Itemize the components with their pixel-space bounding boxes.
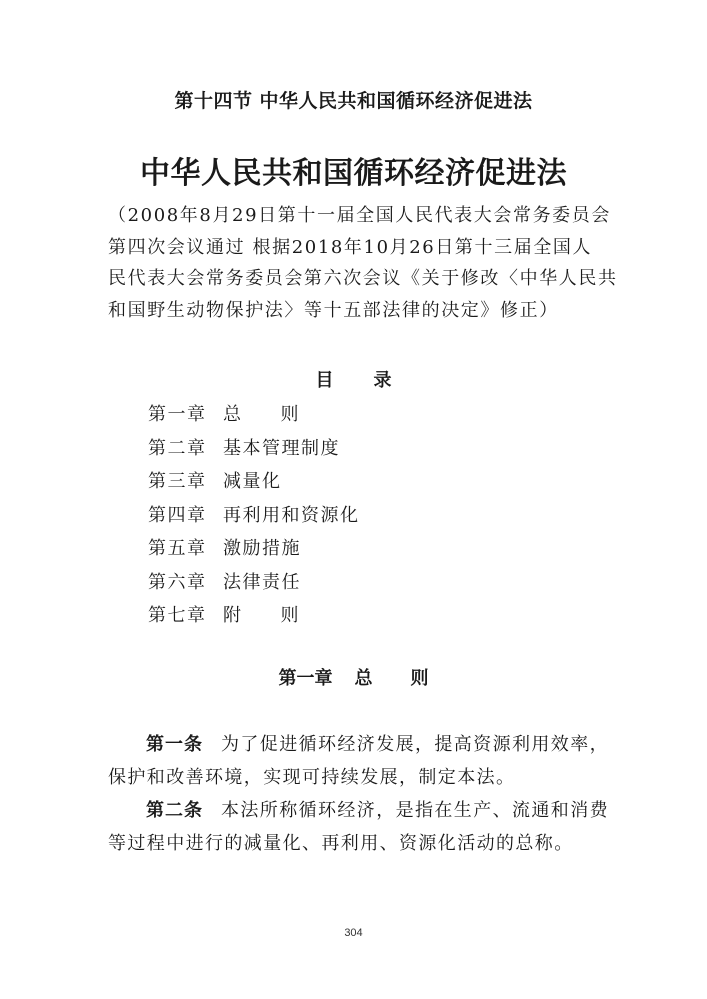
section-heading: 第十四节 中华人民共和国循环经济促进法 (174, 90, 533, 112)
toc-item-number: 第五章 (148, 538, 207, 559)
article-line (108, 728, 608, 761)
article-line: 保护和改善环境，实现可持续发展，制定本法。 (108, 767, 516, 788)
article-line (108, 794, 608, 827)
toc-title (0, 366, 707, 392)
toc-item-number: 第四章 (148, 504, 207, 526)
toc-item (148, 566, 360, 600)
preamble (108, 200, 618, 326)
article-text: 本法所称循环经济，是指在生产、流通和消费 (221, 800, 609, 821)
article-1 (108, 728, 608, 794)
toc-item-name-part2: 则 (280, 605, 300, 626)
toc-item (148, 499, 360, 533)
table-of-contents (148, 398, 360, 633)
toc-item-name: 基本管理制度 (223, 437, 340, 459)
toc-item-name (223, 404, 300, 425)
toc-item (148, 432, 360, 466)
preamble-line: 和国野生动物保护法〉等十五部法律的决定》修正） (108, 299, 559, 321)
article-text: 为了促进循环经济发展，提高资源利用效率， (221, 734, 609, 755)
article-2 (108, 794, 608, 860)
preamble-line: （2008年8月29日第十一届全国人民代表大会常务委员会 (108, 205, 611, 226)
page-number: 304 (344, 927, 363, 939)
toc-item-number: 第七章 (148, 605, 207, 626)
toc-item-name: 减量化 (223, 471, 282, 492)
toc-title-part1: 目 (315, 370, 334, 391)
chapter-heading (0, 664, 707, 690)
chapter-number: 第一章 (278, 668, 333, 689)
preamble-line: 第四次会议通过 根据2018年10月26日第十三届全国人 (108, 236, 593, 258)
law-title: 中华人民共和国循环经济促进法 (140, 156, 567, 191)
toc-item-name: 再利用和资源化 (223, 504, 360, 526)
toc-item-name-part2: 则 (280, 404, 300, 425)
chapter-name-part1: 总 (354, 668, 373, 689)
toc-item (148, 599, 360, 633)
article-line: 等过程中进行的减量化、再利用、资源化活动的总称。 (108, 833, 574, 854)
toc-title-part2: 录 (373, 370, 392, 391)
toc-item (148, 465, 360, 499)
chapter-name-part2: 则 (410, 668, 429, 689)
toc-item (148, 398, 360, 432)
article-label: 第二条 (146, 800, 203, 821)
toc-item-name: 激励措施 (223, 538, 301, 559)
toc-item-number: 第三章 (148, 471, 207, 492)
toc-item-number: 第一章 (148, 404, 207, 425)
article-label: 第一条 (146, 734, 203, 755)
toc-item-name-part1: 附 (223, 605, 243, 626)
toc-item-name (223, 605, 300, 626)
toc-item-name-part1: 总 (223, 404, 243, 425)
toc-item-number: 第二章 (148, 437, 207, 459)
toc-item-number: 第六章 (148, 571, 207, 593)
toc-item (148, 532, 360, 566)
toc-item-name: 法律责任 (223, 571, 301, 593)
preamble-line: 民代表大会常务委员会第六次会议《关于修改〈中华人民共 (108, 268, 618, 289)
